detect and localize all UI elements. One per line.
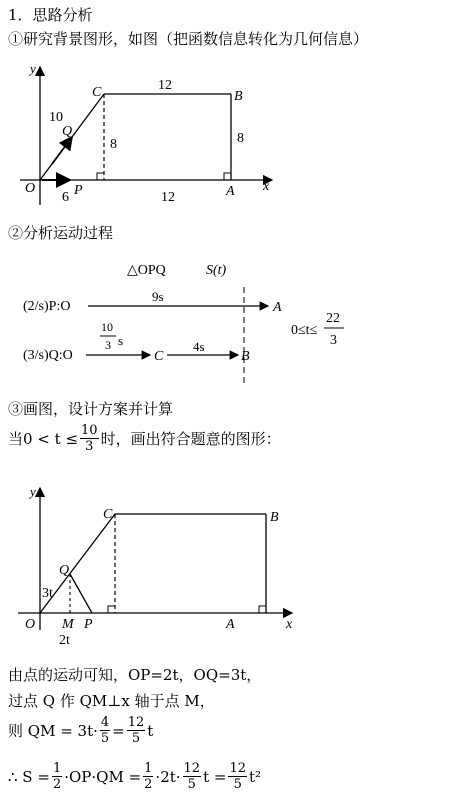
frac-num: 1	[52, 761, 62, 776]
len-om: 2t	[59, 633, 70, 648]
label-c: C	[103, 507, 113, 522]
range-num: 22	[326, 311, 340, 326]
label-b: B	[270, 510, 279, 525]
len-op: 6	[62, 190, 69, 205]
triangle-label: △OPQ	[127, 263, 166, 278]
s-pre: ∴ S =	[8, 767, 50, 786]
frac-den: 2	[52, 777, 62, 792]
case-figure	[0, 480, 461, 655]
label-c: C	[92, 85, 102, 100]
len-ba: 8	[237, 131, 244, 146]
len-oc: 10	[49, 110, 63, 125]
range-lhs: 0≤t≤	[291, 323, 318, 338]
len-oq: 3t	[42, 586, 53, 601]
row2-end: B	[241, 349, 250, 364]
row2-frac-num: 10	[101, 320, 113, 334]
label-q: Q	[62, 124, 73, 139]
step1-text: ①研究背景图形，如图（把函数信息转化为几何信息）	[8, 30, 369, 48]
step2-text: ②分析运动过程	[8, 224, 114, 242]
cond-post: 时，画出符合题意的图形：	[100, 430, 281, 448]
len-pa: 12	[161, 190, 175, 205]
q-motion-arrow	[52, 137, 72, 164]
frac-num: 12	[183, 761, 201, 776]
segment-qp	[70, 574, 92, 613]
row2-frac-den: 3	[105, 338, 111, 352]
label-p: P	[74, 183, 83, 198]
s-mid-3: t =	[203, 767, 227, 786]
len-cb: 12	[158, 78, 172, 93]
s-frac-3	[183, 762, 202, 791]
cond-num: 10	[81, 423, 98, 438]
condition-line	[8, 424, 281, 453]
qm-frac-1	[100, 716, 110, 745]
s-mid-1: ·OP·QM =	[64, 767, 142, 786]
s-mid-2: ·2t·	[155, 767, 181, 786]
right-angle-mark	[224, 173, 231, 180]
row2-rate: (3/s)Q:O	[23, 348, 73, 363]
frac-num: 12	[229, 761, 246, 776]
y-label: y	[30, 61, 36, 76]
s-frac-2	[143, 762, 153, 791]
right-angle-mark	[97, 173, 104, 180]
row2-time: 4s	[193, 339, 205, 354]
step3-text: ③画图，设计方案并计算	[8, 400, 174, 418]
label-o: O	[25, 617, 36, 632]
qm-frac-2	[127, 716, 146, 745]
area-label: S(t)	[206, 263, 227, 278]
section-heading: 1．思路分析	[8, 6, 93, 24]
frac-den: 5	[233, 777, 242, 792]
calc-line-2: 过点 Q 作 QM⊥x 轴于点 M，	[8, 692, 215, 710]
label-q: Q	[59, 563, 70, 578]
frac-den: 5	[100, 731, 110, 746]
label-a: A	[226, 184, 235, 199]
frac-num: 4	[100, 715, 110, 730]
label-m: M	[62, 617, 74, 632]
label-o: O	[25, 181, 36, 196]
cond-fraction	[80, 424, 99, 453]
frac-den: 5	[131, 731, 141, 746]
s-post: t²	[249, 767, 262, 786]
y-label: y	[30, 484, 36, 499]
frac-num: 12	[127, 715, 145, 730]
qm-eq: =	[112, 721, 125, 740]
len-height: 8	[110, 137, 117, 152]
area-formula	[8, 762, 261, 791]
row2-frac-unit: s	[118, 333, 124, 348]
x-label: x	[286, 617, 293, 632]
label-p: P	[84, 617, 93, 632]
background-figure	[0, 55, 461, 210]
qm-formula	[8, 716, 153, 745]
right-angle-mark	[259, 606, 266, 613]
range-den: 3	[330, 333, 337, 348]
qm-post: t	[147, 721, 154, 740]
x-label: x	[263, 179, 270, 194]
qm-pre: 则 QM = 3t·	[8, 722, 98, 740]
frac-den: 5	[187, 777, 196, 792]
s-frac-1	[52, 762, 62, 791]
row1-rate: (2/s)P:O	[23, 299, 71, 314]
motion-diagram	[0, 252, 461, 387]
right-angle-mark	[108, 606, 115, 613]
row1-time: 9s	[152, 289, 164, 304]
frac-den: 2	[144, 777, 153, 792]
label-a: A	[226, 617, 235, 632]
row2-mid: C	[154, 349, 164, 364]
cond-den: 3	[85, 439, 94, 454]
row1-end: A	[273, 300, 282, 315]
calc-line-1: 由点的运动可知，OP=2t，OQ=3t，	[8, 666, 262, 684]
s-frac-4	[228, 762, 247, 791]
cond-pre: 当0 < t ≤	[8, 430, 79, 448]
label-b: B	[234, 89, 243, 104]
frac-num: 1	[144, 761, 153, 776]
